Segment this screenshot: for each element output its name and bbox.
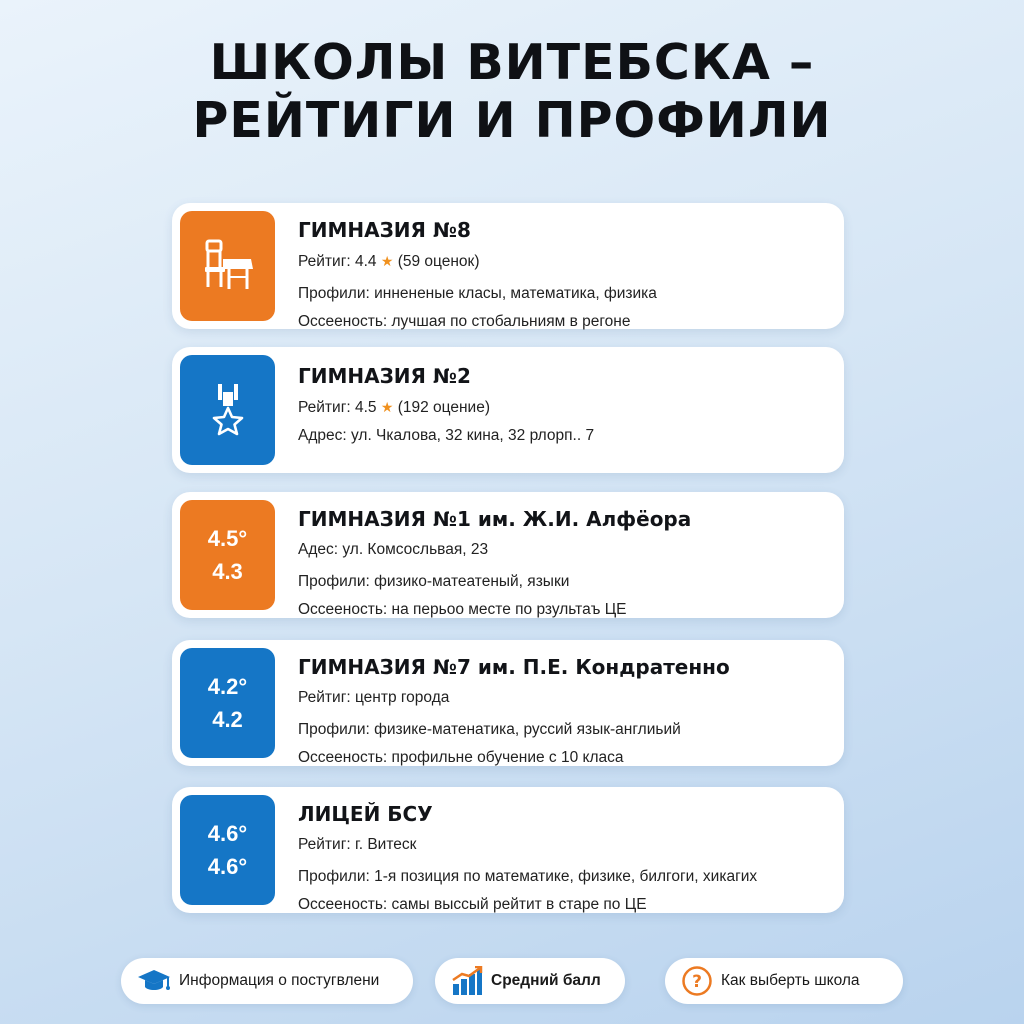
school-name: ГИМНАЗИЯ №2 xyxy=(298,364,471,388)
svg-text:?: ? xyxy=(692,972,702,992)
rating-value: Рейтиг: 4.5 xyxy=(298,399,377,416)
school-card-gymnasium-8[interactable] xyxy=(172,203,844,329)
page-title xyxy=(0,34,1024,150)
school-address: Адрес: ул. Чкалова, 32 кина, 32 рлорп.. 7 xyxy=(298,427,595,444)
school-profiles: Профили: иннененые класы, математика, физика xyxy=(298,285,657,302)
medal-star-icon xyxy=(208,382,248,438)
admission-info-label: Информация о постугвлени xyxy=(179,972,380,989)
school-tile xyxy=(180,355,275,465)
school-profiles: Профили: 1-я позиция по математике, физике, билгоги, хикагих xyxy=(298,868,758,885)
school-address: Адес: ул. Комсосльвая, 23 xyxy=(298,541,489,558)
admission-info-button[interactable] xyxy=(121,958,413,1004)
school-tile xyxy=(180,211,275,321)
school-card-gymnasium-7[interactable] xyxy=(172,640,844,766)
tile-score-bottom: 4.2 xyxy=(212,707,243,732)
star-icon: ★ xyxy=(380,253,394,269)
school-rating: Рейтиг: г. Витеск xyxy=(298,836,417,853)
school-name: ГИМНАЗИЯ №8 xyxy=(298,218,471,242)
school-feature: Оссееность: на перьоо месте по рзультаъ ЦЕ xyxy=(298,601,627,618)
school-feature: Оссееность: профильне обучение с 10 класа xyxy=(298,749,624,766)
graduation-cap-icon xyxy=(137,968,171,994)
tile-score-top: 4.5° xyxy=(207,526,248,551)
rating-count: (192 оцение) xyxy=(397,399,490,416)
school-profiles: Профили: физико-матеатеный, языки xyxy=(298,573,570,590)
tile-score-bottom: 4.6° xyxy=(207,854,248,879)
star-icon: ★ xyxy=(380,399,394,415)
rating-value: Рейтиг: 4.4 xyxy=(298,253,377,270)
school-rating: Рейтиг: центр города xyxy=(298,689,450,706)
school-tile xyxy=(180,648,275,758)
page-title-line1: ШКОЛЫ ВИТЕБСКА – xyxy=(209,34,815,91)
school-tile xyxy=(180,795,275,905)
tile-score-top: 4.2° xyxy=(207,674,248,699)
school-tile xyxy=(180,500,275,610)
school-profiles: Профили: физике-матенатика, руссий язык-англиьий xyxy=(298,721,681,738)
rating-count: (59 оценок) xyxy=(397,253,480,270)
school-card-gymnasium-2[interactable] xyxy=(172,347,844,473)
how-to-choose-label: Как выберть школа xyxy=(721,972,860,989)
school-feature: Оссееность: самы выссый рейтит в старе по ЦЕ xyxy=(298,896,647,913)
school-card-gymnasium-1[interactable] xyxy=(172,492,844,618)
school-rating xyxy=(298,247,834,276)
school-card-lyceum-bsu[interactable] xyxy=(172,787,844,913)
page-title-line2: РЕЙТИГИ И ПРОФИЛИ xyxy=(192,92,832,149)
school-name: ГИМНАЗИЯ №7 им. П.Е. Кондратенно xyxy=(298,655,730,679)
school-feature: Оссееность: лучшая по стобальниям в регоне xyxy=(298,313,631,330)
school-rating xyxy=(298,393,834,422)
school-desk-icon xyxy=(197,235,259,297)
tile-score-bottom: 4.3 xyxy=(212,559,243,584)
question-circle-icon xyxy=(681,965,713,997)
school-name: ЛИЦЕЙ БСУ xyxy=(298,802,433,826)
how-to-choose-button[interactable] xyxy=(665,958,903,1004)
bar-chart-icon xyxy=(451,966,483,996)
tile-score-top: 4.6° xyxy=(207,821,248,846)
average-score-button[interactable] xyxy=(435,958,625,1004)
school-name: ГИМНАЗИЯ №1 им. Ж.И. Алфёора xyxy=(298,507,692,531)
average-score-label: Средний балл xyxy=(491,972,601,989)
